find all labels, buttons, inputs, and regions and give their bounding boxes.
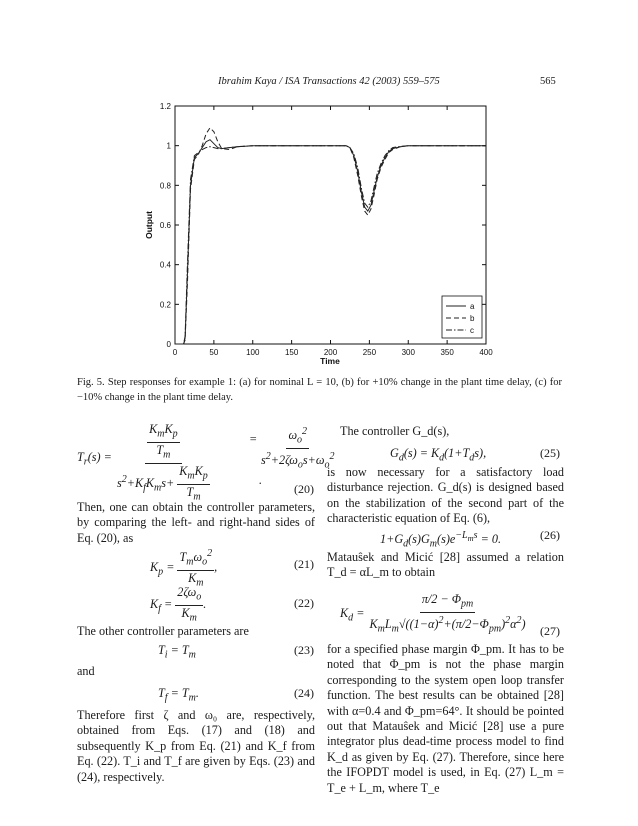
legend-label-a: a [470,302,475,311]
x-tick-label: 250 [362,348,377,357]
legend-label-b: b [470,314,475,323]
y-tick-label: 0.6 [159,221,171,230]
x-tick-label: 50 [209,348,219,357]
y-tick-label: 1 [166,141,171,151]
x-tick-label: 150 [284,348,299,357]
eq26-number: (26) [540,528,560,542]
x-tick-label: 0 [172,348,178,357]
eq27-number: (27) [540,624,560,638]
x-tick-label: 400 [479,348,493,357]
y-tick-label: 1.2 [159,102,171,111]
right-paragraph-3: Matauŝek and Micić [28] assumed a relation T_d = αL_m to obtain [327,550,564,580]
running-header: Ibrahim Kaya / ISA Transactions 42 (2003) 559–575 [218,76,440,87]
step-response-chart [130,95,493,370]
equation-27: $K_d$ = $\frac{\pi/2 - \Phi_{pm}}{K_mL_m√((1-\alpha)^2+(\pi/2-\Phi_{pm})^2\alpha^2)}$ [340,592,526,635]
left-paragraph-4: Therefore first ζ and ω₀ are, respectively, obtained from Eqs. (17) and (18) and subsequently K_p from Eq. (21) and K_f from Eq. (22). T_i and T_f are given by Eqs. (23) and (24), respectively. [77,708,315,784]
equation-23: $T_i = T_m$ [158,643,196,661]
eq20-number: (20) [294,482,314,496]
y-tick-label: 0.8 [159,181,171,191]
equation-20: $T_r(s)$ = $\frac{K_mK_p}{T_m}$ $s^2+K_fK_ms+$ $\frac{K_mK_p}{T_m}$ = $\frac{\omega_o^2}{s^2+2\zeta\omega_os+\omega_o^2}$ . [77,422,335,502]
y-tick-label: 0.2 [159,300,171,310]
eq22-number: (22) [294,596,314,610]
left-paragraph-2: The other controller parameters are [77,624,249,638]
eq24-number: (24) [294,686,314,700]
left-paragraph-1: Then, one can obtain the controller parameters, by comparing the left- and right-hand sides of Eq. (20), as [77,500,315,545]
x-axis-label: Time [320,356,340,366]
series-line-b [175,128,486,344]
left-paragraph-3: and [77,664,95,678]
equation-25: $G_d(s) = K_d(1+T_ds)$, [390,446,487,464]
equation-24: $T_f = T_m$. [158,686,199,704]
eq23-number: (23) [294,643,314,657]
right-paragraph-4: for a specified phase margin Φ_pm. It has to be noted that Φ_pm is not the phase margin corresponding to the system open loop transfer function. The best results can be obtained [28] with α=0.4 and Φ_pm=64°. It should be pointed out that Matauŝek and Micić [28] use a pure integrator plus dead-time process model to find K_d as given by Eq. (27). Therefore, since here the IFOPDT model is used, in Eq. (27) L_m = T_e + L_m, where T_e [327,642,564,795]
eq21-number: (21) [294,557,314,571]
chart-legend [442,296,482,338]
right-paragraph-2: is now necessary for a satisfactory load disturbance rejection. G_d(s) is designed based on the stabilization of the second part of the characteristic equation of Eq. (6), [327,465,564,526]
y-axis-label: Output [144,211,154,239]
eq25-number: (25) [540,446,560,460]
plot-frame [175,106,486,344]
page-number: 565 [540,76,556,87]
y-tick-label: 0.4 [159,260,171,270]
equation-26: $1+G_d(s)G_m(s)e^{-L_ms} = 0$. [380,530,502,550]
x-tick-label: 200 [323,348,338,357]
equation-21: $K_p$ = $\frac{T_m\omega_o^2}{K_m}$ , [150,548,218,589]
series-line-a [175,140,486,344]
x-tick-label: 100 [246,348,260,357]
x-tick-label: 300 [401,348,415,357]
right-paragraph-1: The controller G_d(s), [340,424,450,438]
y-tick-label: 0 [166,340,171,349]
legend-label-c: c [470,326,474,335]
equation-22: $K_f$ = $\frac{2\zeta\omega_o}{K_m}$ . [150,585,207,624]
figure-caption: Fig. 5. Step responses for example 1: (a) for nominal L = 10, (b) for +10% change in the plant time delay, (c) for −10% change in the plant time delay. [77,377,562,403]
series-line-c [175,146,486,344]
legend-box [442,296,482,338]
x-tick-label: 350 [440,348,454,357]
